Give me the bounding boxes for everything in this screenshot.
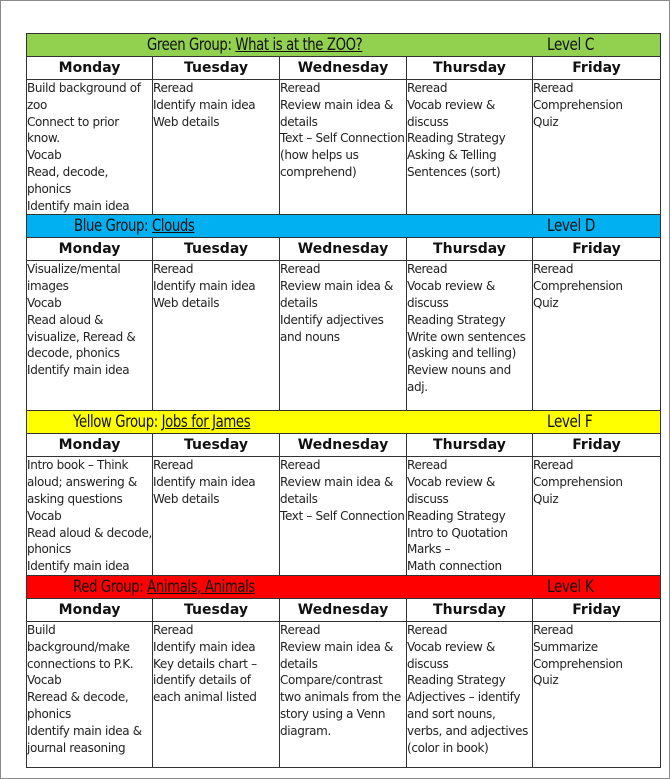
green-group-day-header-row bbox=[27, 57, 661, 80]
yellow-group-activities-row bbox=[27, 457, 661, 576]
activity-item: Reading Strategy bbox=[407, 131, 506, 146]
activity-cell-thursday bbox=[407, 621, 533, 767]
activity-item: Reread bbox=[533, 458, 574, 473]
day-header-monday: Monday bbox=[27, 434, 153, 457]
day-header-tuesday: Tuesday bbox=[153, 238, 280, 261]
activity-cell-friday bbox=[533, 457, 661, 576]
day-header-friday: Friday bbox=[533, 238, 661, 261]
group-title bbox=[73, 576, 255, 598]
activity-item: Web details bbox=[153, 295, 220, 310]
activity-item: Vocab bbox=[27, 508, 62, 523]
reading-level: Level D bbox=[547, 216, 595, 237]
activity-cell-monday bbox=[27, 80, 153, 215]
activity-item: Intro to Quotation Marks – bbox=[407, 525, 508, 557]
green-group-activities-row bbox=[27, 80, 661, 215]
activity-item: Comprehension bbox=[533, 656, 623, 671]
reading-level: Level C bbox=[547, 35, 594, 55]
group-name: Red Group: bbox=[73, 576, 144, 597]
activity-item: Quiz bbox=[533, 114, 559, 129]
activity-item: Identify main idea bbox=[153, 639, 256, 654]
day-header-friday: Friday bbox=[533, 57, 661, 80]
activity-item: Quiz bbox=[533, 491, 559, 506]
group-header bbox=[27, 411, 661, 434]
day-header-monday: Monday bbox=[27, 57, 153, 80]
day-header-tuesday: Tuesday bbox=[153, 434, 280, 457]
activity-item: Vocab bbox=[27, 148, 62, 163]
activity-cell-monday bbox=[27, 457, 153, 576]
activity-item: Comprehension bbox=[533, 97, 623, 112]
activity-item: Review main idea & details bbox=[280, 279, 393, 310]
activity-cell-tuesday bbox=[153, 261, 280, 411]
activity-item: Key details chart – identify details of each animal listed bbox=[153, 656, 257, 705]
activity-cell-friday bbox=[533, 261, 661, 411]
yellow-group-header-row bbox=[27, 411, 661, 434]
day-header-wednesday: Wednesday bbox=[280, 434, 407, 457]
activity-item: Identify main idea bbox=[27, 198, 130, 213]
activity-item: Text – Self Connection bbox=[280, 508, 405, 523]
activity-item: Reading Strategy bbox=[407, 312, 506, 327]
activity-item: Reread bbox=[280, 622, 321, 637]
activity-cell-monday bbox=[27, 621, 153, 767]
blue-group-activities-row bbox=[27, 261, 661, 411]
activity-item: Review main idea & details bbox=[280, 475, 393, 506]
activity-cell-wednesday bbox=[280, 621, 407, 767]
weekly-reading-plan-table bbox=[26, 33, 661, 768]
activity-item: Reread bbox=[407, 622, 448, 637]
day-header-monday: Monday bbox=[27, 238, 153, 261]
activity-item: Reading Strategy bbox=[407, 673, 506, 688]
red-group-day-header-row bbox=[27, 598, 661, 621]
activity-cell-tuesday bbox=[153, 457, 280, 576]
activity-item: Reread bbox=[153, 262, 194, 277]
activity-item: Identify adjectives and nouns bbox=[280, 312, 384, 344]
group-header bbox=[27, 215, 661, 238]
activity-item: Identify main idea bbox=[27, 363, 130, 378]
activity-item: Asking & Telling Sentences (sort) bbox=[407, 148, 501, 179]
activity-item: Vocab review & discuss bbox=[407, 475, 495, 506]
activity-cell-tuesday bbox=[153, 80, 280, 215]
group-name: Yellow Group: bbox=[73, 412, 158, 433]
activity-item: Review main idea & details bbox=[280, 639, 393, 671]
activity-item: Build background/make connections to P.K. bbox=[27, 622, 134, 671]
activity-cell-monday bbox=[27, 261, 153, 411]
activity-item: Vocab review & discuss bbox=[407, 639, 495, 671]
activity-item: Write own sentences (asking and telling) bbox=[407, 329, 526, 361]
group-name: Green Group: bbox=[147, 35, 232, 55]
activity-item: Vocab review & discuss bbox=[407, 279, 495, 310]
activity-item: Reread & decode, phonics bbox=[27, 690, 129, 721]
activity-item: Reread bbox=[153, 458, 194, 473]
reading-level: Level F bbox=[547, 412, 593, 433]
day-header-wednesday: Wednesday bbox=[280, 598, 407, 621]
red-group-activities-row bbox=[27, 621, 661, 767]
activity-item: Reread bbox=[533, 262, 574, 277]
group-title bbox=[74, 215, 194, 237]
group-title bbox=[73, 411, 250, 433]
activity-cell-wednesday bbox=[280, 457, 407, 576]
day-header-wednesday: Wednesday bbox=[280, 238, 407, 261]
activity-item: Reread bbox=[407, 262, 448, 277]
activity-item: Identify main idea bbox=[153, 475, 256, 490]
group-header bbox=[27, 575, 661, 598]
activity-cell-thursday bbox=[407, 261, 533, 411]
activity-item: Reread bbox=[533, 622, 574, 637]
activity-item: Visualize/mental images bbox=[27, 262, 121, 294]
activity-cell-wednesday bbox=[280, 80, 407, 215]
activity-item: Reading Strategy bbox=[407, 508, 506, 523]
activity-item: Comprehension bbox=[533, 475, 623, 490]
activity-item: Reread bbox=[407, 81, 448, 95]
activity-cell-tuesday bbox=[153, 621, 280, 767]
activity-item: Read aloud & decode, phonics bbox=[27, 525, 152, 557]
activity-item: Text – Self Connection (how helps us comprehend) bbox=[280, 131, 405, 179]
book-title: Clouds bbox=[151, 216, 195, 237]
activity-cell-friday bbox=[533, 80, 661, 215]
day-header-thursday: Thursday bbox=[407, 238, 533, 261]
group-title bbox=[147, 34, 362, 56]
reading-level: Level K bbox=[547, 576, 594, 597]
activity-item: Read, decode, phonics bbox=[27, 164, 108, 196]
activity-item: Reread bbox=[153, 81, 194, 95]
day-header-tuesday: Tuesday bbox=[153, 57, 280, 80]
activity-item: Build background of zoo bbox=[27, 81, 141, 112]
activity-item: Reread bbox=[280, 81, 321, 95]
activity-item: Reread bbox=[407, 458, 448, 473]
activity-item: Math connection bbox=[407, 559, 502, 574]
activity-item: Vocab bbox=[27, 295, 62, 310]
day-header-tuesday: Tuesday bbox=[153, 598, 280, 621]
activity-item: Reread bbox=[153, 622, 194, 637]
group-name: Blue Group: bbox=[74, 216, 149, 237]
activity-item: Connect to prior know. bbox=[27, 114, 119, 146]
activity-item: Vocab bbox=[27, 673, 62, 688]
activity-item: Identify main idea bbox=[153, 97, 256, 112]
day-header-thursday: Thursday bbox=[407, 434, 533, 457]
activity-item: Web details bbox=[153, 491, 220, 506]
activity-cell-thursday bbox=[407, 80, 533, 215]
activity-item: Adjectives – identify and sort nouns, verbs, and adjectives (color in book) bbox=[407, 690, 529, 755]
activity-item: Summarize bbox=[533, 639, 598, 654]
day-header-monday: Monday bbox=[27, 598, 153, 621]
activity-item: Web details bbox=[153, 114, 220, 129]
day-header-wednesday: Wednesday bbox=[280, 57, 407, 80]
activity-item: Reread bbox=[280, 458, 321, 473]
activity-item: Intro book – Think aloud; answering & asking questions bbox=[27, 458, 137, 506]
activity-item: Quiz bbox=[533, 673, 559, 688]
activity-item: Identify main idea & journal reasoning bbox=[27, 723, 142, 755]
book-title: Animals, Animals bbox=[147, 576, 255, 597]
book-title: Jobs for James bbox=[161, 412, 251, 433]
blue-group-header-row bbox=[27, 215, 661, 238]
day-header-friday: Friday bbox=[533, 598, 661, 621]
activity-item: Quiz bbox=[533, 295, 559, 310]
activity-item: Vocab review & discuss bbox=[407, 97, 495, 129]
book-title: What is at the ZOO? bbox=[235, 35, 363, 55]
activity-item: Read aloud & visualize, Reread & decode, phonics bbox=[27, 312, 136, 361]
activity-cell-thursday bbox=[407, 457, 533, 576]
activity-item: Review nouns and adj. bbox=[407, 363, 511, 394]
activity-cell-friday bbox=[533, 621, 661, 767]
activity-item: Reread bbox=[533, 81, 574, 95]
activity-item: Compare/contrast two animals from the story using a Venn diagram. bbox=[280, 673, 401, 738]
group-header bbox=[27, 34, 661, 57]
activity-item: Reread bbox=[280, 262, 321, 277]
activity-item: Review main idea & details bbox=[280, 97, 393, 129]
yellow-group-day-header-row bbox=[27, 434, 661, 457]
day-header-friday: Friday bbox=[533, 434, 661, 457]
activity-item: Comprehension bbox=[533, 279, 623, 294]
green-group-header-row bbox=[27, 34, 661, 57]
day-header-thursday: Thursday bbox=[407, 598, 533, 621]
activity-item: Identify main idea bbox=[27, 559, 130, 574]
activity-cell-wednesday bbox=[280, 261, 407, 411]
blue-group-day-header-row bbox=[27, 238, 661, 261]
day-header-thursday: Thursday bbox=[407, 57, 533, 80]
activity-item: Identify main idea bbox=[153, 279, 256, 294]
red-group-header-row bbox=[27, 575, 661, 598]
